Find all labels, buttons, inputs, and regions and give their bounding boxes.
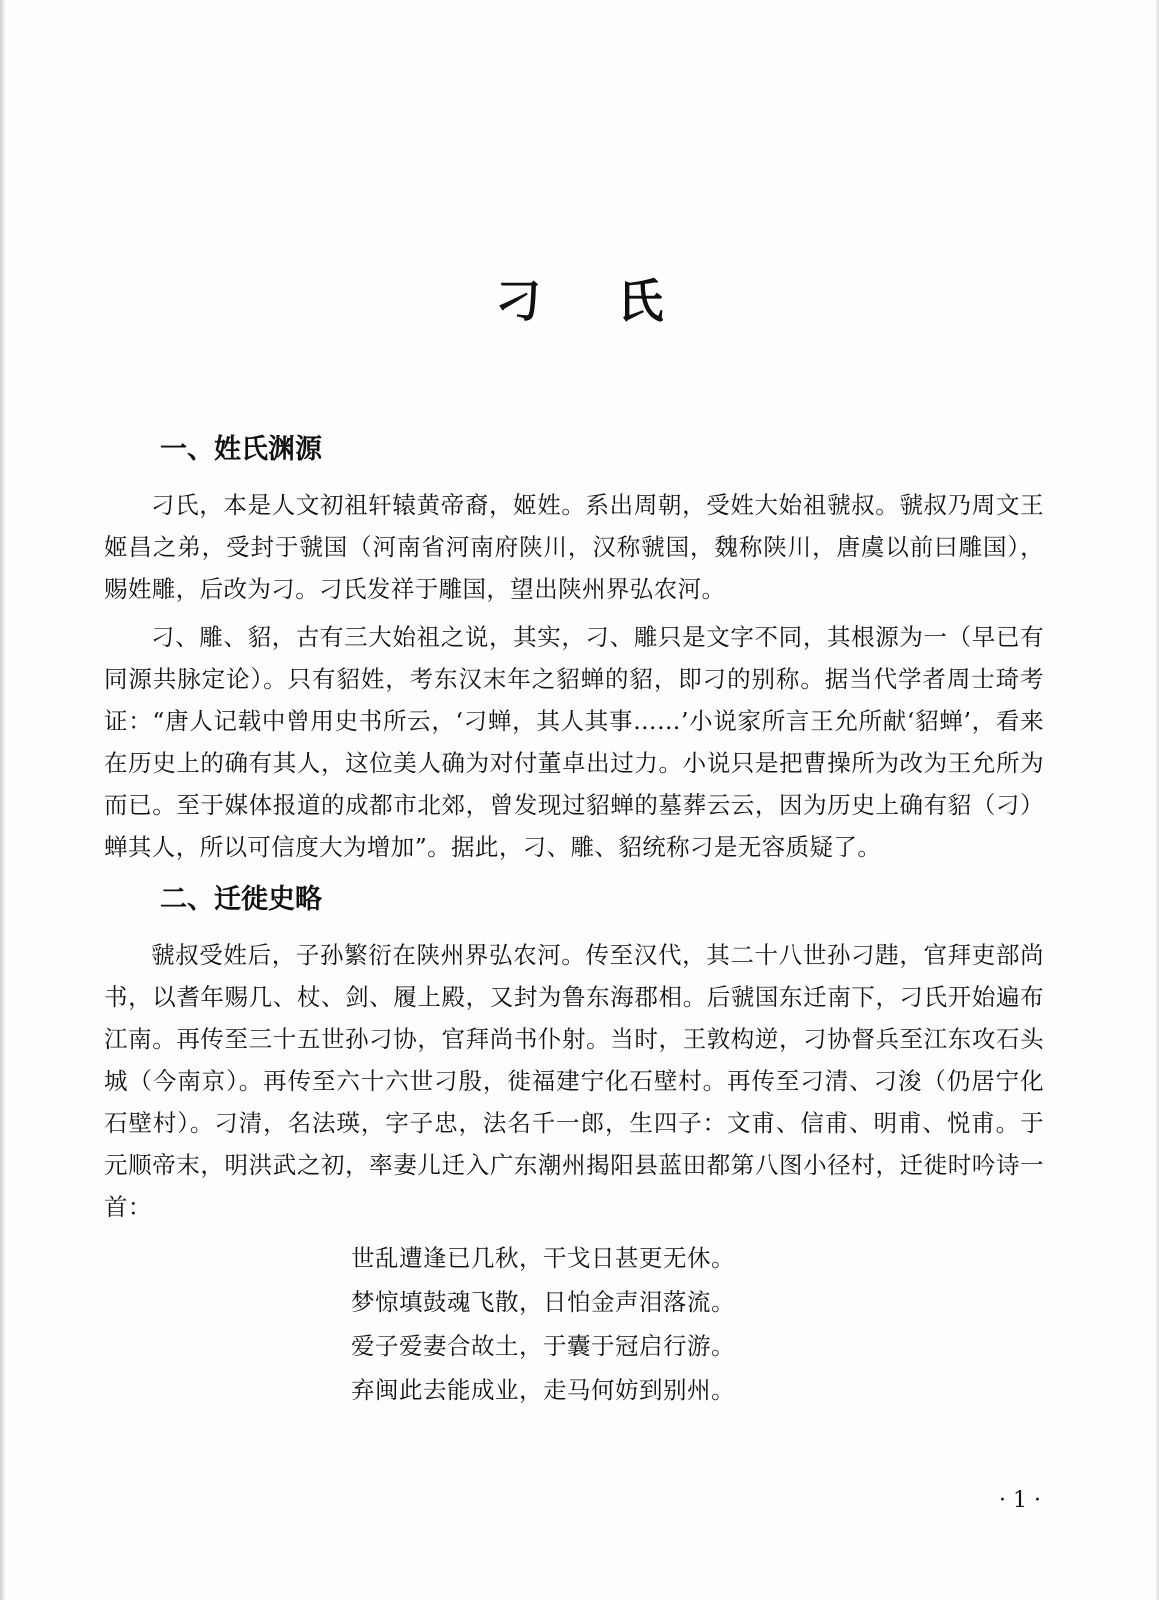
- poem-line: 世乱遭逢已几秋，干戈日甚更无休。: [351, 1244, 735, 1272]
- poem-line: 弃闽此去能成业，走马何妨到别州。: [351, 1376, 735, 1404]
- page-title: [0, 265, 1159, 331]
- title-char: 氏: [617, 274, 664, 328]
- document-body: [104, 428, 1044, 1412]
- section-heading: 一、姓氏渊源: [160, 434, 322, 465]
- paragraph: 刁氏，本是人文初祖轩辕黄帝裔，姬姓。系出周朝，受姓大始祖虢叔。虢叔乃周文王姬昌之弟，受封于虢国（河南省河南府陕川，汉称虢国，魏称陕川，唐虞以前曰雕国），赐姓雕，后改为刁。刁氏发祥于雕国，望出陕州界弘农河。: [104, 491, 1044, 603]
- page-number: · 1 ·: [999, 1488, 1041, 1513]
- scan-edge: [1155, 0, 1159, 1600]
- poem-line: 爱子爱妻合故土，于囊于冠启行游。: [351, 1332, 735, 1360]
- section-heading: 二、迁徙史略: [160, 884, 322, 915]
- poem-line: 梦惊填鼓魂飞散，日怕金声泪落流。: [351, 1288, 735, 1316]
- paragraph: 刁、雕、貂，古有三大始祖之说，其实，刁、雕只是文字不同，其根源为一（早已有同源共脉定论）。只有貂姓，考东汉末年之貂蝉的貂，即刁的别称。据当代学者周士琦考证：“唐人记载中曾用史书所云，‘刁蝉，其人其事……’小说家所言王允所献‘貂蝉’，看来在历史上的确有其人，这位美人确为对付董卓出过力。小说只是把曹操所为改为王允所为而已。至于媒体报道的成都市北郊，曾发现过貂蝉的墓葬云云，因为历史上确有貂（刁）蝉其人，所以可信度大为增加”。据此，刁、雕、貂统称刁是无容质疑了。: [104, 623, 1044, 861]
- poem: [351, 1236, 1044, 1412]
- paragraph: 虢叔受姓后，子孙繁衍在陕州界弘农河。传至汉代，其二十八世孙刁韪，官拜吏部尚书，以耆年赐几、杖、剑、履上殿，又封为鲁东海郡相。后虢国东迁南下，刁氏开始遍布江南。再传至三十五世孙刁协，官拜尚书仆射。当时，王敦构逆，刁协督兵至江东攻石头城（今南京）。再传至六十六世刁殷，徙福建宁化石壁村。再传至刁清、刁浚（仍居宁化石壁村）。刁清，名法瑛，字子忠，法名千一郎，生四子：文甫、信甫、明甫、悦甫。于元顺帝末，明洪武之初，率妻儿迁入广东潮州揭阳县蓝田都第八图小径村，迁徙时吟诗一首：: [104, 941, 1044, 1221]
- scan-edge: [0, 0, 6, 1600]
- title-char: 刁: [495, 274, 542, 328]
